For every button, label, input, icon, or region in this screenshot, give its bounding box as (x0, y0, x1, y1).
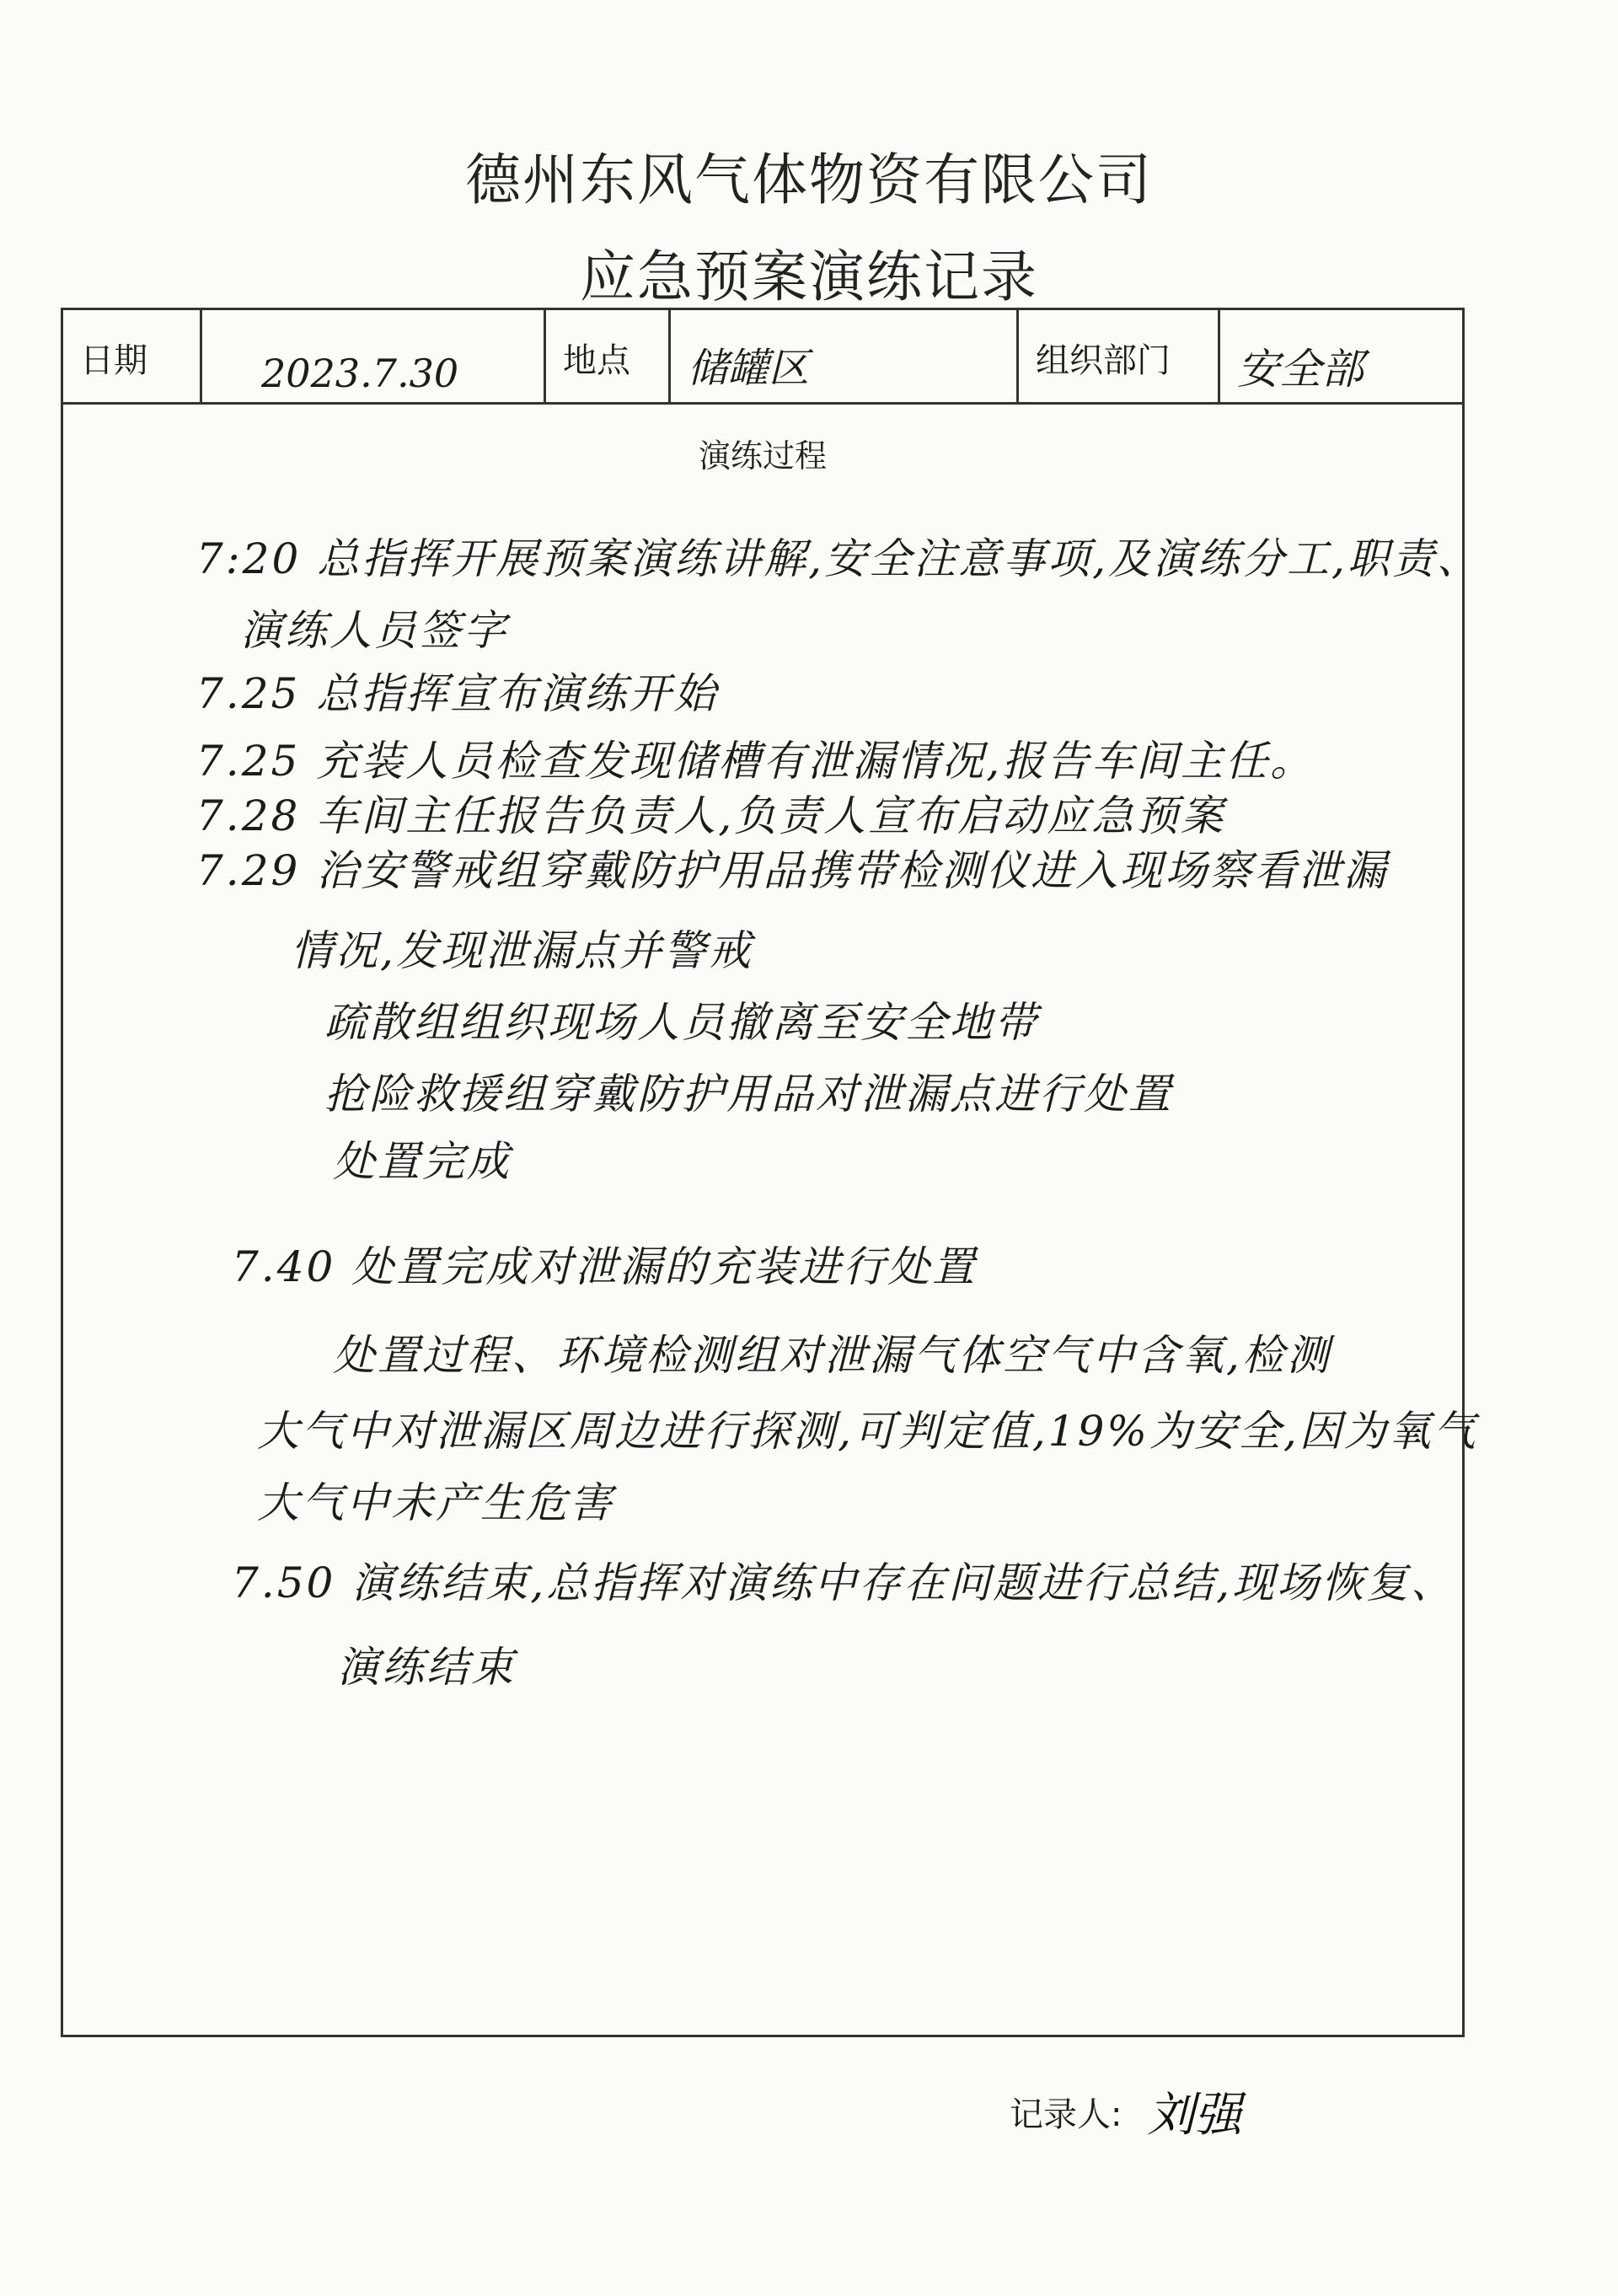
location-label: 地点 (546, 310, 671, 402)
recorder (1010, 2078, 1241, 2145)
process-line: 演练结束 (337, 1643, 516, 1692)
date-label: 日期 (63, 310, 202, 402)
process-line: 处置过程、环境检测组对泄漏气体空气中含氧,检测 (333, 1331, 1331, 1380)
document-title: 应急预案演练记录 (580, 244, 1038, 309)
location-value: 储罐区 (671, 310, 1019, 402)
process-line: 7:20 总指挥开展预案演练讲解,安全注意事项,及演练分工,职责、 (196, 534, 1481, 583)
process-heading: 演练过程 (698, 437, 827, 475)
recorder-signature: 刘强 (1147, 2088, 1242, 2143)
process-line: 7.40 处置完成对泄漏的充装进行处置 (232, 1242, 978, 1291)
process-line: 抢险救援组穿戴防护用品对泄漏点进行处置 (324, 1070, 1173, 1118)
recorder-label: 记录人: (1010, 2095, 1122, 2134)
process-line: 7.25 总指挥宣布演练开始 (196, 669, 719, 718)
process-line: 7.25 充装人员检查发现储槽有泄漏情况,报告车间主任。 (196, 737, 1315, 786)
process-line: 大气中未产生危害 (257, 1478, 614, 1527)
process-line: 处置完成 (333, 1137, 512, 1186)
company-name: 德州东风气体物资有限公司 (465, 148, 1153, 212)
drill-record-form (61, 308, 1481, 2037)
process-line: 7.28 车间主任报告负责人,负责人宣布启动应急预案 (196, 791, 1226, 840)
process-line: 情况,发现泄漏点并警戒 (291, 926, 753, 975)
department-value: 安全部 (1237, 345, 1364, 394)
process-line: 疏散组组织现场人员撤离至安全地带 (324, 998, 1039, 1047)
department-label: 组织部门 (1019, 310, 1220, 402)
process-entries (63, 310, 1481, 2035)
process-line: 7.29 治安警戒组穿戴防护用品携带检测仪进入现场察看泄漏 (196, 846, 1389, 895)
process-line: 大气中对泄漏区周边进行探测,可判定值,19%为安全,因为氧气 (257, 1407, 1478, 1456)
process-line: 演练人员签字 (240, 606, 508, 655)
date-value: 2023.7.30 (202, 310, 546, 402)
process-line: 7.50 演练结束,总指挥对演练中存在问题进行总结,现场恢复、 (232, 1558, 1456, 1607)
